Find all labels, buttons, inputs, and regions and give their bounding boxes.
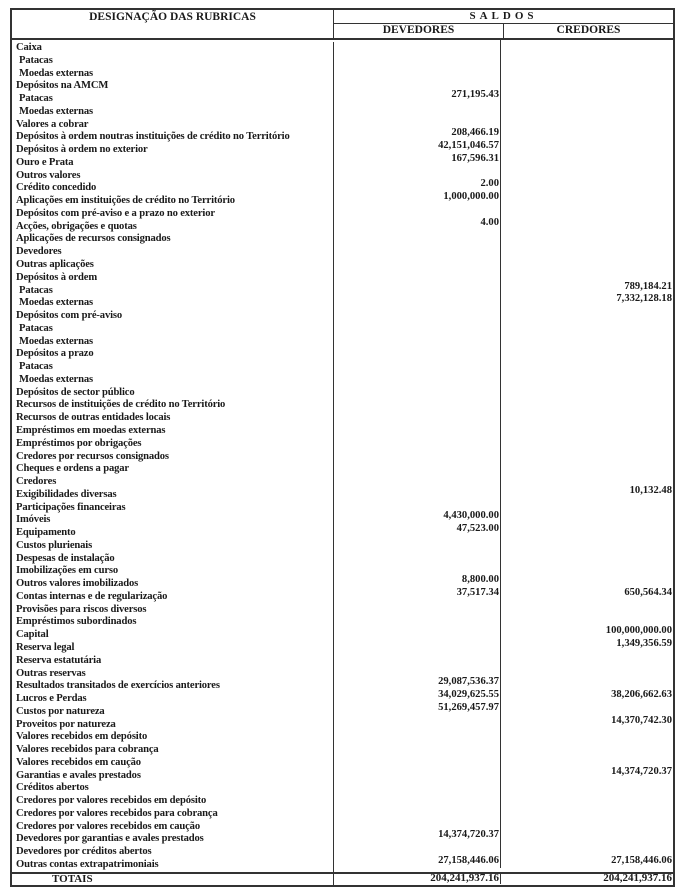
row-credores: 789,184.21 — [624, 280, 672, 292]
row-credores: 14,374,720.37 — [611, 765, 672, 777]
row-devedores: 271,195.43 — [334, 89, 501, 102]
row-devedores — [334, 281, 501, 294]
row-label: Depósitos à ordem noutras instituições de crédito no Território — [12, 131, 334, 144]
row-devedores — [334, 434, 501, 447]
header-saldos: SALDOS — [334, 10, 673, 24]
row-credores — [501, 829, 673, 842]
row-credores — [501, 459, 673, 472]
row-devedores — [334, 638, 501, 651]
row-label: Patacas — [12, 285, 334, 298]
row-credores — [501, 38, 673, 51]
row-label: Moedas externas — [12, 297, 334, 310]
row-devedores — [334, 651, 501, 664]
row-devedores — [334, 727, 501, 740]
row-devedores — [334, 38, 501, 51]
row-label: Moedas externas — [12, 374, 334, 387]
row-credores: 27,158,446.06 — [611, 855, 672, 866]
row-credores — [501, 472, 673, 485]
table-body — [12, 42, 673, 872]
row-credores — [501, 370, 673, 383]
row-label: Proveitos por natureza — [12, 719, 334, 732]
row-credores — [501, 115, 673, 128]
row-label: Moedas externas — [12, 336, 334, 349]
row-credores — [501, 753, 673, 766]
row-credores — [501, 383, 673, 396]
row-credores: 1,349,356.59 — [616, 637, 672, 649]
row-credores: 7,332,128.18 — [616, 293, 672, 305]
row-label: Credores por valores recebidos para cobrança — [12, 808, 334, 821]
row-label: Participações financeiras — [12, 502, 334, 515]
row-credores — [501, 153, 673, 166]
row-credores — [501, 102, 673, 115]
row-label: Empréstimos por obrigações — [12, 438, 334, 451]
row-devedores: 29,087,536.37 — [334, 676, 501, 689]
row-credores — [501, 561, 673, 574]
row-label: Credores por valores recebidos em depósito — [12, 795, 334, 808]
row-label: Cheques e ordens a pagar — [12, 463, 334, 476]
row-devedores — [334, 791, 501, 804]
row-label: Recursos de instituições de crédito no Território — [12, 399, 334, 412]
row-credores — [501, 76, 673, 89]
row-label: Patacas — [12, 323, 334, 336]
table-row — [12, 855, 673, 872]
row-devedores — [334, 498, 501, 511]
row-devedores — [334, 332, 501, 345]
row-label: Depósitos a prazo — [12, 348, 334, 361]
row-label: Depósitos com pré-aviso e a prazo no exterior — [12, 208, 334, 221]
row-label: Reserva legal — [12, 642, 334, 655]
row-devedores — [334, 229, 501, 242]
row-devedores — [334, 115, 501, 128]
row-credores — [501, 523, 673, 536]
row-devedores — [334, 102, 501, 115]
row-devedores: 27,158,446.06 — [334, 855, 501, 868]
row-devedores — [334, 817, 501, 830]
row-devedores — [334, 753, 501, 766]
row-credores — [501, 778, 673, 791]
row-devedores — [334, 447, 501, 460]
totals-row — [12, 872, 673, 885]
header-devedores: DEVEDORES — [334, 24, 504, 38]
row-label: Credores por recursos consignados — [12, 451, 334, 464]
row-devedores — [334, 664, 501, 677]
row-label: Empréstimos em moedas externas — [12, 425, 334, 438]
row-devedores — [334, 204, 501, 217]
row-devedores — [334, 715, 501, 728]
row-label: Depósitos de sector público — [12, 387, 334, 400]
row-devedores — [334, 778, 501, 791]
row-label: Garantias e avales prestados — [12, 770, 334, 783]
row-credores — [501, 549, 673, 562]
row-label: Caixa — [12, 42, 334, 55]
row-devedores — [334, 549, 501, 562]
row-devedores: 51,269,457.97 — [334, 702, 501, 715]
row-label: Patacas — [12, 93, 334, 106]
row-label: Imobilizações em curso — [12, 565, 334, 578]
header-credores: CREDORES — [556, 24, 621, 36]
row-credores — [501, 574, 673, 587]
row-devedores: 34,029,625.55 — [334, 689, 501, 702]
row-credores — [501, 319, 673, 332]
row-credores — [501, 178, 673, 191]
row-credores — [501, 498, 673, 511]
row-credores — [501, 357, 673, 370]
row-devedores — [334, 255, 501, 268]
row-label: Credores — [12, 476, 334, 489]
row-devedores — [334, 600, 501, 613]
row-credores — [501, 600, 673, 613]
row-devedores — [334, 421, 501, 434]
row-devedores — [334, 242, 501, 255]
row-label: Aplicações em instituições de crédito no Território — [12, 195, 334, 208]
row-credores — [501, 242, 673, 255]
row-devedores — [334, 370, 501, 383]
row-credores — [501, 306, 673, 319]
row-devedores: 47,523.00 — [334, 523, 501, 536]
row-credores — [501, 64, 673, 77]
row-credores — [501, 255, 673, 268]
row-credores — [501, 434, 673, 447]
row-devedores — [334, 561, 501, 574]
row-credores — [501, 395, 673, 408]
row-label: Capital — [12, 629, 334, 642]
row-credores — [501, 612, 673, 625]
row-label: Empréstimos subordinados — [12, 616, 334, 629]
row-credores — [501, 651, 673, 664]
row-devedores — [334, 357, 501, 370]
row-devedores: 4.00 — [334, 217, 501, 230]
row-credores — [501, 664, 673, 677]
row-label: Exigibilidades diversas — [12, 489, 334, 502]
row-label: Devedores por garantias e avales prestados — [12, 833, 334, 846]
row-label: Outros valores — [12, 170, 334, 183]
row-credores — [501, 817, 673, 830]
balance-table — [10, 8, 675, 887]
row-devedores: 42,151,046.57 — [334, 140, 501, 153]
table-header — [12, 10, 673, 40]
row-devedores — [334, 842, 501, 855]
row-devedores — [334, 64, 501, 77]
row-label: Depósitos à ordem no exterior — [12, 144, 334, 157]
row-label: Recursos de outras entidades locais — [12, 412, 334, 425]
row-label: Valores recebidos para cobrança — [12, 744, 334, 757]
row-devedores — [334, 344, 501, 357]
row-credores — [501, 510, 673, 523]
row-label: Patacas — [12, 361, 334, 374]
row-credores: 38,206,662.63 — [611, 689, 672, 701]
row-devedores — [334, 485, 501, 498]
row-label: Crédito concedido — [12, 182, 334, 195]
row-label: Patacas — [12, 55, 334, 68]
row-devedores: 208,466.19 — [334, 127, 501, 140]
row-credores: 100,000,000.00 — [605, 625, 672, 637]
row-credores — [501, 740, 673, 753]
row-label: Outros valores imobilizados — [12, 578, 334, 591]
row-label: Créditos abertos — [12, 782, 334, 795]
row-devedores — [334, 293, 501, 306]
row-devedores — [334, 76, 501, 89]
row-label: Valores recebidos em depósito — [12, 731, 334, 744]
row-devedores — [334, 306, 501, 319]
row-devedores: 2.00 — [334, 178, 501, 191]
row-label: Valores a cobrar — [12, 119, 334, 132]
row-label: Provisões para riscos diversos — [12, 604, 334, 617]
row-label: Imóveis — [12, 514, 334, 527]
row-devedores — [334, 766, 501, 779]
row-credores — [501, 842, 673, 855]
row-credores — [501, 166, 673, 179]
row-label: Outras aplicações — [12, 259, 334, 272]
row-credores — [501, 89, 673, 102]
row-devedores — [334, 472, 501, 485]
row-label: Custos por natureza — [12, 706, 334, 719]
row-label: Ouro e Prata — [12, 157, 334, 170]
row-devedores — [334, 383, 501, 396]
row-label: Despesas de instalação — [12, 553, 334, 566]
row-credores — [501, 447, 673, 460]
row-credores — [501, 791, 673, 804]
header-designacao: DESIGNAÇÃO DAS RUBRICAS — [12, 10, 334, 38]
row-credores — [501, 127, 673, 140]
row-label: Valores recebidos em caução — [12, 757, 334, 770]
row-label: Devedores — [12, 246, 334, 259]
row-label: Custos plurienais — [12, 540, 334, 553]
row-devedores: 4,430,000.00 — [334, 510, 501, 523]
row-devedores — [334, 625, 501, 638]
row-credores — [501, 332, 673, 345]
row-credores — [501, 421, 673, 434]
row-label: Equipamento — [12, 527, 334, 540]
row-label: Depósitos na AMCM — [12, 80, 334, 93]
row-credores — [501, 140, 673, 153]
row-credores — [501, 204, 673, 217]
row-devedores — [334, 395, 501, 408]
row-credores — [501, 536, 673, 549]
row-label: Devedores por créditos abertos — [12, 846, 334, 859]
row-devedores: 37,517.34 — [334, 587, 501, 600]
row-label: Depósitos com pré-aviso — [12, 310, 334, 323]
row-devedores — [334, 319, 501, 332]
row-devedores — [334, 612, 501, 625]
row-credores — [501, 51, 673, 64]
row-devedores — [334, 459, 501, 472]
row-label: Depósitos à ordem — [12, 272, 334, 285]
row-label: Contas internas e de regularização — [12, 591, 334, 604]
row-credores — [501, 229, 673, 242]
row-devedores — [334, 740, 501, 753]
row-devedores — [334, 51, 501, 64]
row-credores: 14,370,742.30 — [611, 714, 672, 726]
row-credores — [501, 344, 673, 357]
row-label: Acções, obrigações e quotas — [12, 221, 334, 234]
row-devedores — [334, 166, 501, 179]
row-credores — [501, 702, 673, 715]
row-credores — [501, 217, 673, 230]
header-saldos-group — [334, 10, 673, 38]
row-label: Credores por valores recebidos em caução — [12, 821, 334, 834]
row-devedores: 14,374,720.37 — [334, 829, 501, 842]
row-label: Outras reservas — [12, 668, 334, 681]
row-label: Outras contas extrapatrimoniais — [12, 859, 334, 872]
row-label: Moedas externas — [12, 106, 334, 119]
row-devedores: 167,596.31 — [334, 153, 501, 166]
row-label: Moedas externas — [12, 68, 334, 81]
row-credores: 650,564.34 — [624, 586, 672, 598]
row-devedores — [334, 268, 501, 281]
row-credores — [501, 408, 673, 421]
totals-devedores: 204,241,937.16 — [334, 873, 501, 884]
row-label: Aplicações de recursos consignados — [12, 233, 334, 246]
row-credores: 10,132.48 — [629, 484, 672, 496]
row-label: Resultados transitados de exercícios anteriores — [12, 680, 334, 693]
row-devedores — [334, 536, 501, 549]
row-credores — [501, 676, 673, 689]
totals-label: TOTAIS — [12, 874, 334, 885]
row-devedores — [334, 408, 501, 421]
row-devedores: 1,000,000.00 — [334, 191, 501, 204]
row-label: Lucros e Perdas — [12, 693, 334, 706]
row-devedores — [334, 804, 501, 817]
row-credores — [501, 268, 673, 281]
row-label: Reserva estatutária — [12, 655, 334, 668]
totals-credores: 204,241,937.16 — [603, 871, 672, 884]
row-credores — [501, 191, 673, 204]
row-credores — [501, 804, 673, 817]
row-devedores: 8,800.00 — [334, 574, 501, 587]
row-credores — [501, 727, 673, 740]
